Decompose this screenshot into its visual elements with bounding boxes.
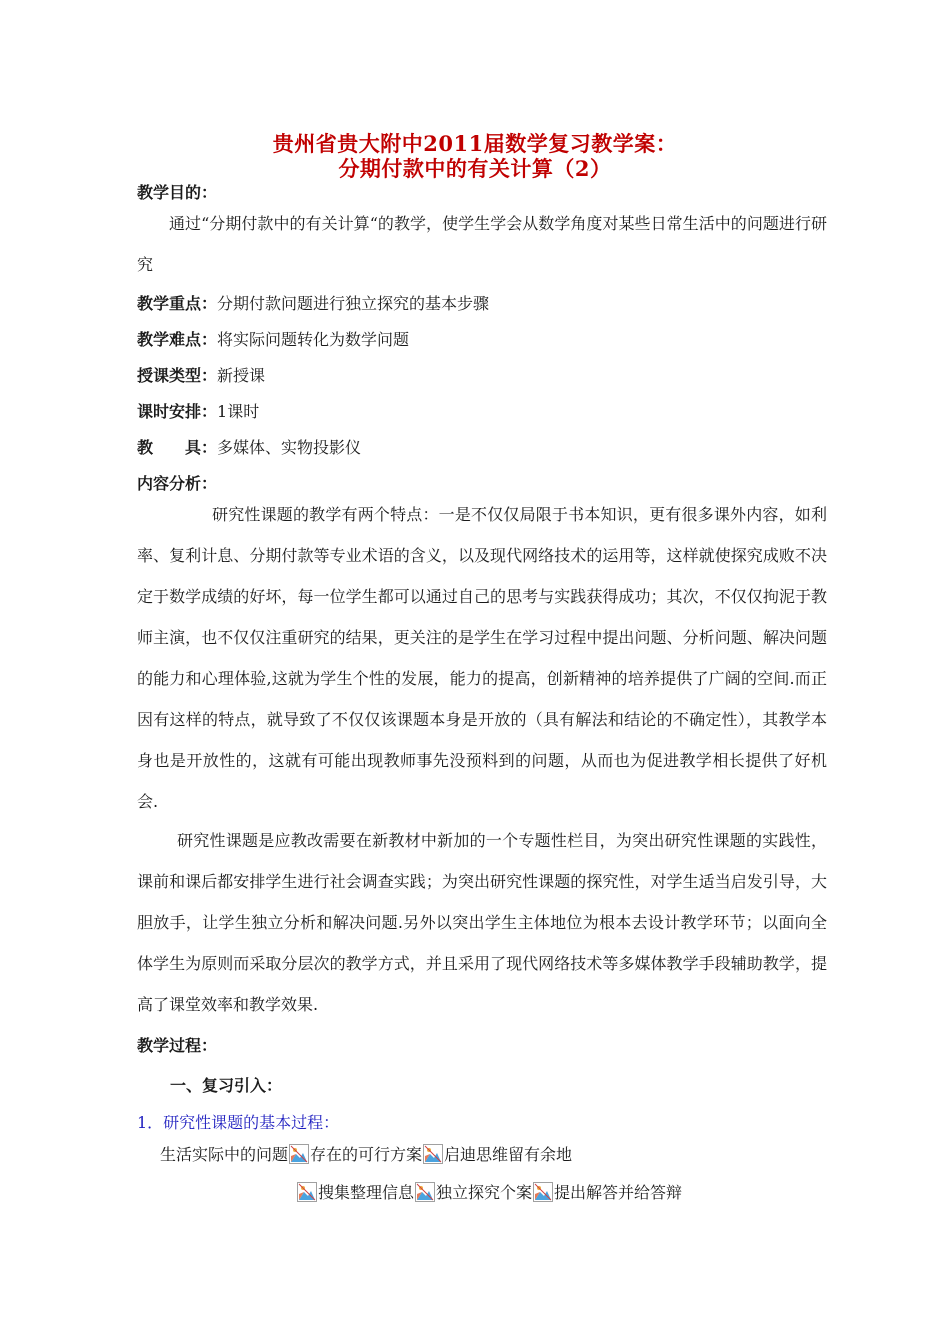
analysis-label: 内容分析： bbox=[137, 474, 218, 493]
analysis-paragraph-2: 研究性课题是应教改需要在新教材中新加的一个专题性栏目，为突出研究性课题的实践性，课前和课后都安排学生进行社会调查实践；为突出研究性课题的探究性，对学生适当启发引导，大胆放手，让学生独立分析和解决问题.另外以突出学生主体地位为根本去设计教学环节；以面向全体学生为原则而采取分层次的教学方式，并且采用了现代网络技术等多媒体教学手段辅助教学，提高了课堂效率和教学效果. bbox=[137, 831, 827, 1014]
field-label: 教学难点： bbox=[137, 330, 218, 349]
broken-image-icon bbox=[423, 1144, 443, 1164]
field-label: 教 具： bbox=[137, 438, 218, 457]
field-value: 新授课 bbox=[217, 366, 266, 385]
flow-step: 搜集整理信息 bbox=[318, 1183, 415, 1202]
flow-step: 独立探究个案 bbox=[436, 1183, 533, 1202]
field-label: 课时安排： bbox=[137, 402, 218, 421]
analysis-paragraph-1: 研究性课题的教学有两个特点：一是不仅仅局限于书本知识，更有很多课外内容，如利率、复利计息、分期付款等专业术语的含义，以及现代网络技术的运用等，这样就使探究成败不决定于数学成绩的好坏，每一位学生都可以通过自己的思考与实践获得成功；其次，不仅仅拘泥于教师主演，也不仅仅注重研究的结果，更关注的是学生在学习过程中提出问题、分析问题、解决问题的能力和心理体验,这就为学生个性的发展，能力的提高，创新精神的培养提供了广阔的空间.而正因有这样的特点，就导致了不仅仅该课题本身是开放的（具有解法和结论的不确定性），其教学本身也是开放性的，这就有可能出现教师事先没预料到的问题，从而也为促进教学相长提供了好机会. bbox=[137, 505, 827, 811]
field-teaching-aids bbox=[137, 435, 361, 458]
field-value: 1课时 bbox=[217, 402, 260, 421]
field-lesson-type bbox=[137, 363, 265, 386]
process-label: 教学过程： bbox=[137, 1036, 218, 1055]
broken-image-icon bbox=[533, 1182, 553, 1202]
flow-step: 提出解答并给答辩 bbox=[554, 1183, 683, 1202]
field-label: 授课类型： bbox=[137, 366, 218, 385]
flow-step: 启迪思维留有余地 bbox=[444, 1145, 573, 1164]
field-value: 多媒体、实物投影仪 bbox=[217, 438, 362, 457]
document-title-line2: 分期付款中的有关计算（2） bbox=[338, 156, 612, 181]
field-value: 分期付款问题进行独立探究的基本步骤 bbox=[217, 294, 490, 313]
field-label: 教学重点： bbox=[137, 294, 218, 313]
section-review-intro: 一、复习引入： bbox=[170, 1076, 283, 1095]
broken-image-icon bbox=[297, 1182, 317, 1202]
document-title-line1: 贵州省贵大附中2011届数学复习教学案： bbox=[272, 131, 678, 156]
field-difficulties bbox=[137, 327, 409, 350]
flow-row-2 bbox=[296, 1180, 682, 1203]
item-research-process: 1．研究性课题的基本过程： bbox=[137, 1113, 340, 1132]
field-schedule bbox=[137, 399, 259, 422]
broken-image-icon bbox=[415, 1182, 435, 1202]
broken-image-icon bbox=[289, 1144, 309, 1164]
flow-step: 存在的可行方案 bbox=[310, 1145, 423, 1164]
field-value: 将实际问题转化为数学问题 bbox=[217, 330, 410, 349]
flow-row-1 bbox=[160, 1142, 572, 1165]
field-key-points bbox=[137, 291, 489, 314]
objective-label: 教学目的： bbox=[137, 183, 218, 202]
objective-text: 通过“分期付款中的有关计算“的教学，使学生学会从数学角度对某些日常生活中的问题进行研究 bbox=[137, 214, 827, 274]
flow-step: 生活实际中的问题 bbox=[160, 1145, 289, 1164]
